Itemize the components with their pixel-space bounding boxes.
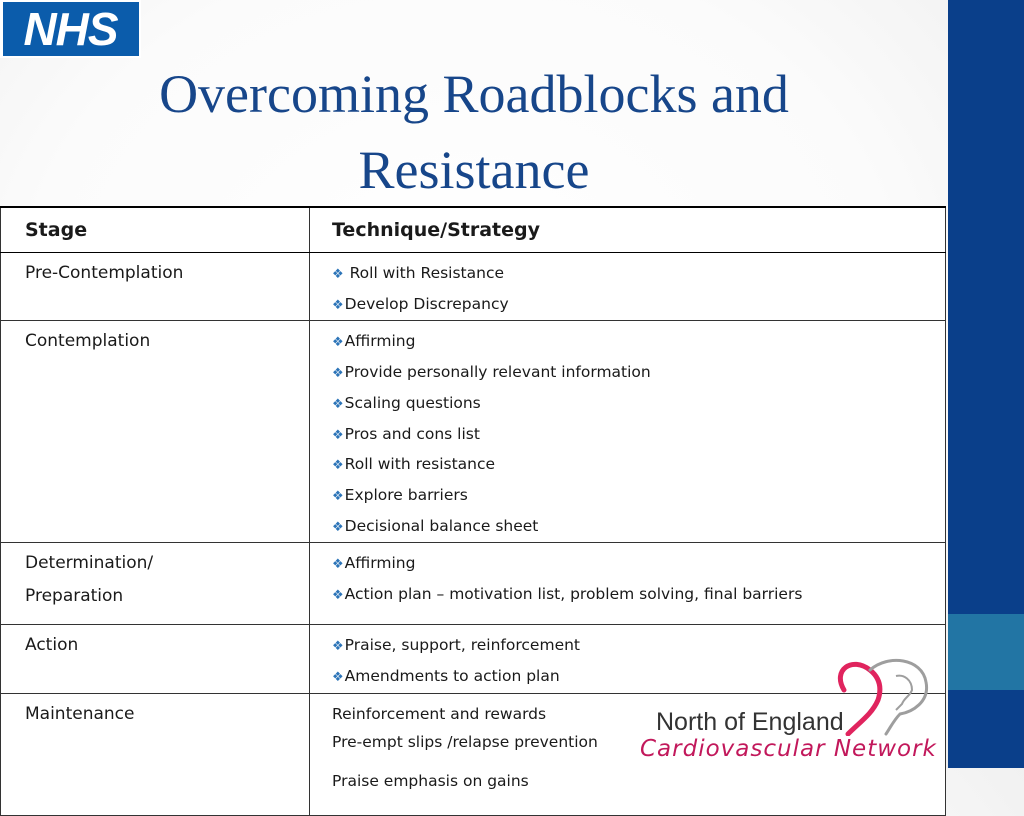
stage-cell: [1, 543, 310, 625]
diamond-cluster-bullet-icon: ❖: [332, 267, 344, 282]
network-logo: [640, 656, 940, 768]
header-technique: Technique/Strategy: [310, 207, 946, 253]
stage-label: Contemplation: [25, 331, 151, 352]
diamond-cluster-bullet-icon: ❖: [332, 519, 344, 535]
diamond-cluster-bullet-icon: ❖: [332, 458, 344, 474]
slide-title-line-1: Overcoming Roadblocks and: [159, 64, 789, 124]
stage-cell: [1, 693, 310, 815]
slide-title: [0, 56, 948, 208]
slide-title-line-2: Resistance: [358, 140, 590, 200]
stage-cell: [1, 253, 310, 321]
table-row: [1, 253, 946, 321]
diamond-cluster-bullet-icon: ❖: [332, 670, 344, 686]
network-logo-line-1: North of England: [656, 708, 844, 736]
stage-label: Action: [25, 635, 79, 656]
technique-item: ❖Praise, support, reinforcement: [332, 636, 581, 655]
technique-item: ❖Explore barriers: [332, 485, 468, 504]
stage-label: Pre-Contemplation: [25, 263, 184, 283]
stage-cell: [1, 321, 310, 543]
diamond-cluster-bullet-icon: ❖: [332, 488, 344, 504]
technique-item: ❖Roll with resistance: [332, 455, 496, 474]
technique-item: Pre-empt slips /relapse prevention: [332, 733, 598, 752]
stage-label: Maintenance: [25, 703, 135, 724]
stage-cell: [1, 625, 310, 693]
diamond-cluster-bullet-icon: ❖: [332, 297, 344, 313]
stage-label-line-2: Preparation: [25, 586, 124, 607]
technique-item: ❖ Roll with Resistance: [332, 264, 505, 282]
table-header-row: [1, 207, 946, 253]
network-logo-line-2: Cardiovascular Network: [640, 736, 937, 762]
table-row: [1, 321, 946, 543]
heart-profile-icon: [830, 656, 940, 736]
technique-cell: [310, 543, 946, 625]
nhs-logo: [0, 0, 141, 58]
technique-cell: [310, 321, 946, 543]
technique-item: ❖Scaling questions: [332, 393, 481, 412]
technique-item: ❖Pros and cons list: [332, 424, 480, 443]
technique-item: ❖Action plan – motivation list, problem solving, final barriers: [332, 585, 803, 604]
technique-item: ❖Amendments to action plan: [332, 667, 560, 686]
header-stage: Stage: [1, 207, 310, 253]
technique-item: ❖Develop Discrepancy: [332, 294, 509, 313]
diamond-cluster-bullet-icon: ❖: [332, 396, 344, 412]
technique-item: ❖Decisional balance sheet: [332, 516, 539, 535]
diamond-cluster-bullet-icon: ❖: [332, 639, 344, 655]
table-row: [1, 543, 946, 625]
technique-item: ❖Affirming: [332, 332, 416, 351]
nhs-logo-text: NHS: [3, 2, 139, 56]
stage-label-line-1: Determination/: [25, 553, 154, 574]
technique-item: ❖Affirming: [332, 554, 416, 573]
technique-item: ❖Provide personally relevant information: [332, 363, 651, 382]
technique-cell: [310, 253, 946, 321]
diamond-cluster-bullet-icon: ❖: [332, 335, 344, 351]
diamond-cluster-bullet-icon: ❖: [332, 366, 344, 382]
technique-item: Praise emphasis on gains: [332, 772, 529, 791]
diamond-cluster-bullet-icon: ❖: [332, 588, 344, 604]
technique-item: Reinforcement and rewards: [332, 704, 547, 723]
diamond-cluster-bullet-icon: ❖: [332, 427, 344, 443]
diamond-cluster-bullet-icon: ❖: [332, 557, 344, 573]
right-decor-accent: [948, 614, 1024, 690]
